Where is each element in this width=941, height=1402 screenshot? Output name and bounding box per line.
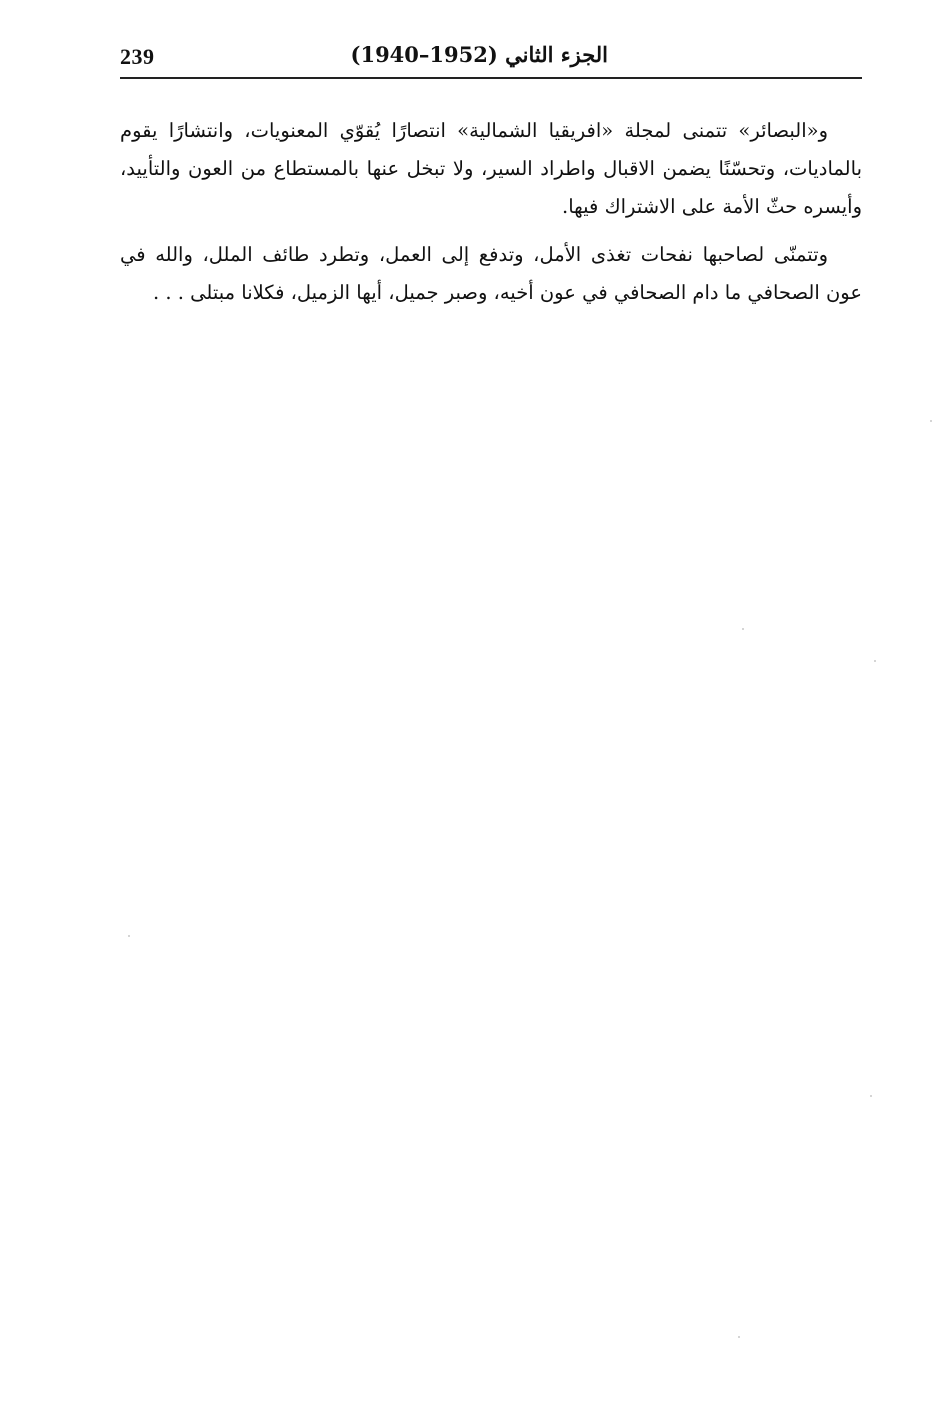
body-text	[120, 112, 862, 322]
scan-speck	[738, 1336, 740, 1338]
header-rule	[120, 77, 862, 79]
page-number: 239	[120, 44, 155, 69]
scan-speck	[870, 1095, 872, 1097]
running-head-years: (1940–1952)	[350, 42, 498, 67]
paragraph: و«البصائر» تتمنى لمجلة «افريقيا الشمالية» انتصارًا يُقوّي المعنويات، وانتشارًا يقوم بالماديات، وتحسّنًا يضمن الاقبال واطراد السير، ولا تبخل عنها بالمستطاع من العون والتأييد، وأيسره حثّ الأمة على الاشتراك فيها.	[120, 119, 862, 218]
scan-speck	[128, 935, 130, 937]
scan-speck	[930, 420, 932, 422]
scan-speck	[874, 660, 876, 662]
page-header	[120, 40, 862, 74]
scan-speck	[742, 628, 744, 630]
paragraph: وتتمنّى لصاحبها نفحات تغذى الأمل، وتدفع إلى العمل، وتطرد طائف الملل، والله في عون الصحافي ما دام الصحافي في عون أخيه، وصبر جميل، أيها الزميل، فكلانا مبتلى . . .	[120, 243, 862, 304]
running-head	[350, 42, 608, 67]
running-head-title: الجزء الثاني	[505, 42, 608, 67]
